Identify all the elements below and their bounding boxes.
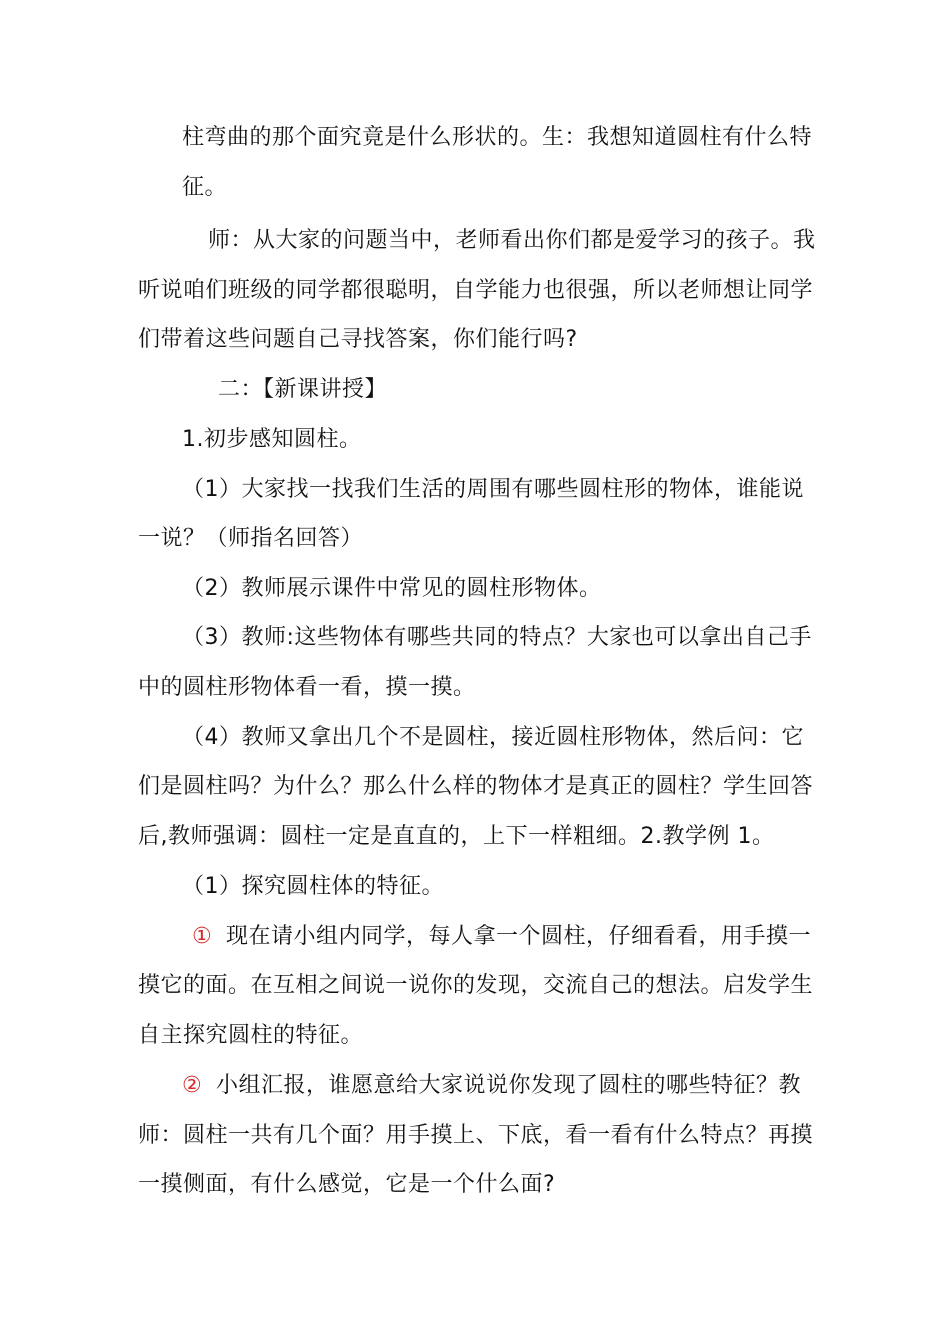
section-heading: 二：【新课讲授】 — [218, 377, 388, 402]
text-line: 听说咱们班级的同学都很聪明，自学能力也很强，所以老师想让同学 — [138, 278, 814, 303]
text-line: 小组汇报，谁愿意给大家说说你发现了圆柱的哪些特征？教 — [216, 1073, 802, 1098]
text-line: 自主探究圆柱的特征。 — [138, 1023, 364, 1048]
text-line: 柱弯曲的那个面究竟是什么形状的。生：我想知道圆柱有什么特 — [182, 125, 813, 150]
text-line: （1）探究圆柱体的特征。 — [182, 874, 444, 899]
text-line: （4）教师又拿出几个不是圆柱，接近圆柱形物体，然后问：它 — [182, 725, 804, 750]
text-line: 师：圆柱一共有几个面？用手摸上、下底，看一看有什么特点？再摸 — [138, 1123, 814, 1148]
text-line: 摸它的面。在互相之间说一说你的发现，交流自己的想法。启发学生 — [138, 973, 814, 998]
text-line: 现在请小组内同学，每人拿一个圆柱，仔细看看，用手摸一 — [226, 924, 812, 949]
text-line: （2）教师展示课件中常见的圆柱形物体。 — [182, 576, 602, 601]
text-line: 一摸侧面，有什么感觉，它是一个什么面? — [138, 1172, 556, 1197]
text-line: （1）大家找一找我们生活的周围有哪些圆柱形的物体，谁能说 — [182, 477, 804, 502]
text-line: （3）教师:这些物体有哪些共同的特点？大家也可以拿出自己手 — [182, 625, 812, 650]
circled-number-2: ② — [182, 1073, 203, 1098]
circled-number-1: ① — [192, 924, 213, 949]
text-line: 一说？（师指名回答） — [138, 526, 364, 551]
text-line: 后,教师强调：圆柱一定是直直的，上下一样粗细。2.教学例 1。 — [138, 824, 775, 849]
text-line: 们带着这些问题自己寻找答案，你们能行吗? — [138, 327, 578, 352]
text-line: 们是圆柱吗？为什么？那么什么样的物体才是真正的圆柱？学生回答 — [138, 774, 814, 799]
text-line: 师：从大家的问题当中，老师看出你们都是爱学习的孩子。我 — [208, 228, 816, 253]
subsection-heading: 1.初步感知圆柱。 — [182, 427, 362, 452]
text-line: 征。 — [182, 175, 228, 200]
text-line: 中的圆柱形物体看一看，摸一摸。 — [138, 675, 476, 700]
